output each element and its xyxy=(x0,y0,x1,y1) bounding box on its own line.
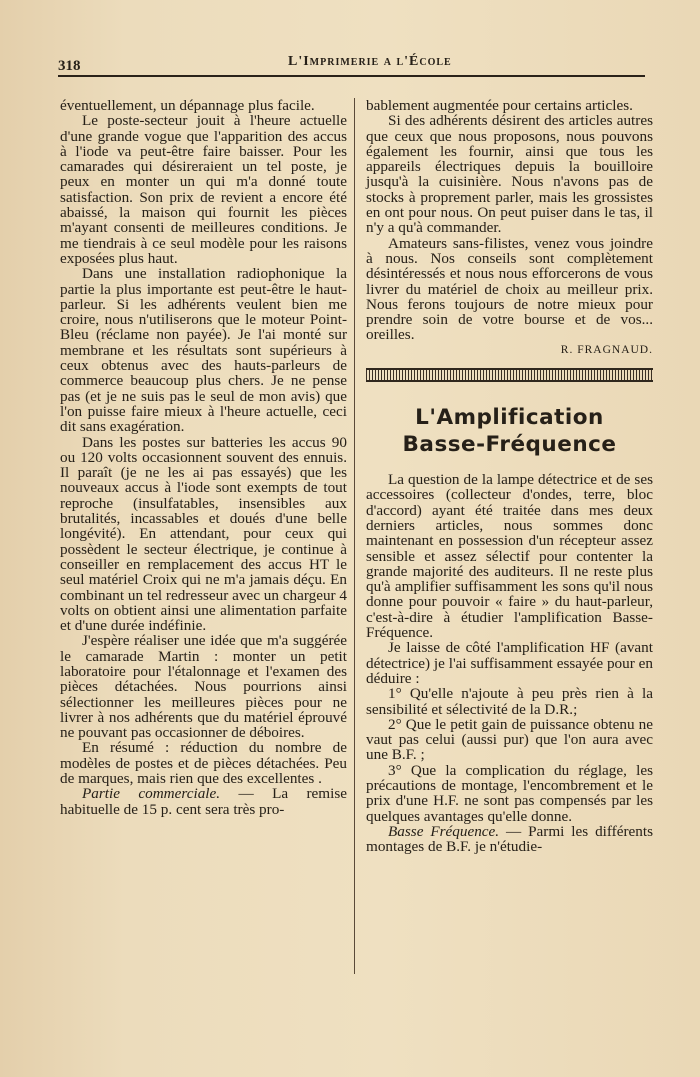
paragraph: Amateurs sans-filistes, venez vous joindre à nous. Nos conseils sont complètement désintéressés et nous nous efforcerons de vous livrer du matériel de choix au meilleur prix. Nous ferons toujours de notre mieux pour prendre soin de votre bourse et de vos... oreilles. xyxy=(366,234,653,344)
paragraph: Je laisse de côté l'amplification HF (avant détectrice) je l'ai suffisamment essayée pour en déduire : xyxy=(366,639,653,687)
paragraph: 2° Que le petit gain de puissance obtenu ne vaut pas celui (aussi pur) que l'on aura avec une B.F. ; xyxy=(366,715,653,764)
column-divider xyxy=(354,98,355,974)
paragraph-lead: Partie commerciale. xyxy=(82,785,221,803)
article-title-line: L'Amplification xyxy=(415,405,604,431)
paragraph-text: — Parmi les différents montages de B.F. je n'étudie- xyxy=(366,822,653,856)
paragraph: La question de la lampe détectrice et de ses accessoires (collecteur d'ondes, terre, bloc d'accord) ayant été traitée dans mes deux derniers articles, nous sommes donc maintenant en possession d'un récepteur assez sensible et assez sélectif pour contenter la grande majorité des auditeurs. Il ne reste plus qu'à amplifier suffisamment les sons qu'il nous donne pour pouvoir « faire » du haut-parleur, c'est-à-dire à étudier l'amplification Basse-Fréquence. xyxy=(366,471,653,642)
journal-title: L'Imprimerie a l'École xyxy=(288,54,452,69)
paragraph-lead: Basse Fréquence. xyxy=(388,822,500,840)
page-header xyxy=(58,50,645,76)
article-title-line: Basse-Fréquence xyxy=(402,432,617,458)
signature: R. FRAGNAUD. xyxy=(560,343,653,356)
paragraph: Dans les postes sur batteries les accus 90 ou 120 volts occasionnent souvent des ennuis. Il paraît (je ne les ai pas essayés) que les nouveaux accus à l'iode sont exempts de tout reproche (insulfatables, insensibles aux brutalités, incassables et doués d'une belle longévité). En attendant, pour ceux qui possèdent le secteur électrique, je continue à conseiller en remplacement des accus HT le seul matériel Croix qui ne m'a jamais déçu. En combinant un tel redresseur avec un chargeur 4 volts on obtient ainsi une alimentation parfaite et d'une durée indéfinie. xyxy=(60,433,347,635)
paragraph-text: — La remise habituelle de 15 p. cent sera très pro- xyxy=(60,785,347,818)
paragraph: J'espère réaliser une idée que m'a suggérée le camarade Martin : monter un petit laboratoire pour l'étalonnage et l'examen des pièces détachées. Nous pourrions ainsi sélectionner les meilleures pièces pour ne livrer à nos adhérents que du matériel éprouvé ne pouvant pas occasionner de déboires. xyxy=(60,632,347,742)
paragraph: 3° Que la complication du réglage, les précautions de montage, l'encombrement et le prix d'une H.F. ne sont pas compensés par les quelques avantages qu'elle donne. xyxy=(366,761,653,825)
paragraph: 1° Qu'elle n'ajoute à peu près rien à la sensibilité et sélectivité de la D.R.; xyxy=(366,685,653,718)
left-column xyxy=(60,98,347,817)
paragraph: éventuellement, un dépannage plus facile. xyxy=(60,97,315,114)
right-column xyxy=(366,98,653,854)
article-title xyxy=(366,404,653,458)
paragraph: bablement augmentée pour certains articles. xyxy=(366,97,633,114)
header-rule xyxy=(58,75,645,77)
paragraph xyxy=(60,786,347,817)
page-number: 318 xyxy=(58,58,81,74)
paragraph: En résumé : réduction du nombre de modèles de postes et de pièces détachées. Peu de marques, mais rien que des excellentes . xyxy=(60,739,347,788)
paragraph: Dans une installation radiophonique la partie la plus importante est peut-être le haut-parleur. Si les adhérents veulent bien me croire, nous n'utiliserons que le moteur Point-Bleu (réclame non payée). Je l'ai monté sur membrane et les résultats sont supérieurs à ceux obtenus avec des hauts-parleurs de commerce beaucoup plus chers. Je ne pense pas (et je ne suis pas le seul de mon avis) que l'on puisse faire mieux à l'heure actuelle, ceci dit sans exagération. xyxy=(60,265,347,436)
paragraph: Si des adhérents désirent des articles autres que ceux que nous proposons, nous pouvons également les fournir, ainsi que tous les appareils électriques depuis la bouilloire jusqu'à la cuisinière. Nous n'avons pas de stocks à proprement parler, mais les grossistes en ont pour nous. On peut puiser dans le tas, il n'y a qu'à commander. xyxy=(366,112,653,237)
ornamental-band xyxy=(366,368,653,382)
paragraph xyxy=(366,824,653,855)
paragraph: Le poste-secteur jouit à l'heure actuelle d'une grande vogue que l'apparition des accus à l'iode va peut-être faire baisser. Pour les camarades qui désireraient un tel poste, je peux en monter un qui m'a donné toute satisfaction. Son prix de revient a encore été abaissé, la maison qui fournit les pièces m'ayant consenti de meilleures conditions. Je me tiendrais à ce seul modèle pour les raisons exposées plus haut. xyxy=(60,112,347,267)
